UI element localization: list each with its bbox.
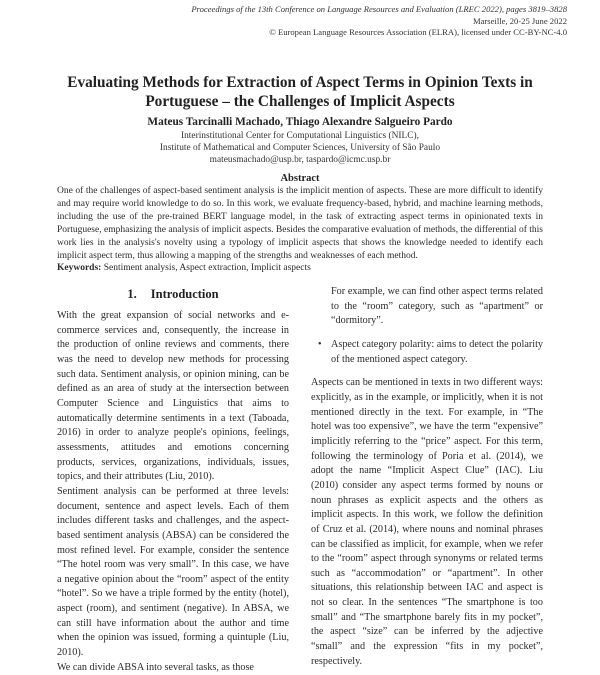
body-paragraph: We can divide ABSA into several tasks, as those — [57, 661, 254, 673]
section-title: Introduction — [150, 287, 219, 301]
section-number: 1. — [127, 287, 137, 301]
bullet-icon: • — [318, 338, 322, 350]
proceedings-line: Proceedings of the 13th Conference on Language Resources and Evaluation (LREC 2022), pages 3819–3828 — [191, 4, 567, 14]
body-paragraph: Aspects can be mentioned in texts in two different ways: explicitly, as in the example, or implicitly, when it is not mentioned directly in the text. For example, in “The hotel was too expensive”, we have the term “expensive” implicitly referring to the “price” aspect. For this term, following the terminology of Poria et al. (2014), we adopt the name “Implicit Aspect Clue” (IAC). Liu (2010) consider any aspect terms formed by nouns or noun phrases as explicit aspects and the others as implicit aspects. In this work, we follow the definition of Cruz et al. (2014), where nouns and nominal phrases can be classified as implicit, for example, when we refer to the “room” aspect through synonyms or related terms such as “accommodation” or “apartment”. In other situations, this relationship between IAC and aspect is not so clear. In the sentences “The smartphone is too small” and “The smartphone barely fits in my pocket”, the aspect “size” can be inferred by the adjective “small” and the expression “fits in my pocket”, respectively. — [311, 377, 543, 667]
body-paragraph: With the great expansion of social networks and e-commerce services and, consequently, the increase in the production of online reviews and comments, there was the need to develop new methods for processing such data. Sentiment analysis, or opinion mining, can be defined as an area of study at the intersection between Computer Science and Linguistics that aims to automatically determine sentiments in a text (Taboada, 2016) in order to analyze people's opinions, feelings, assessments, attitudes and emotions concerning products, services, organizations, individuals, issues, topics, and their attributes (Liu, 2010). — [57, 310, 289, 483]
affiliation-2: Institute of Mathematical and Computer Sciences, University of São Paulo — [159, 143, 441, 153]
authors: Mateus Tarcinalli Machado, Thiago Alexandre Salgueiro Pardo — [147, 116, 453, 128]
bullet-item — [311, 338, 543, 367]
title-line-1: Evaluating Methods for Extraction of Aspect Terms in Opinion Texts in — [67, 74, 533, 91]
location-date: Marseille, 20-25 June 2022 — [472, 15, 567, 26]
abstract-heading: Abstract — [280, 173, 320, 184]
bullet-text: Aspect category polarity: aims to detect the polarity of the mentioned aspect category. — [331, 338, 543, 365]
section-heading — [57, 287, 289, 302]
keywords-text: Sentiment analysis, Aspect extraction, Implicit aspects — [103, 263, 311, 273]
affiliations — [40, 130, 560, 166]
list-continuation: For example, we can find other aspect terms related to the “room” category, such as “apartment” or “dormitory”. — [331, 286, 543, 327]
right-column — [311, 285, 543, 669]
abstract-text: One of the challenges of aspect-based sentiment analysis is the implicit mention of aspects. These are more difficult to identify and may require world knowledge to do so. In this work, we evaluate frequency-based, hybrid, and machine learning methods, including the use of the pre-trained BERT language model, in the task of extracting aspect terms in opinionated texts in Portuguese, emphasizing the analysis of implicit aspects. Besides the comparative evaluation of methods, the differential of this work lies in the analysis's novelty using a typology of implicit aspects that shows the knowledge needed to identify each implicit aspect term, thus allowing a mapping of the strengths and weaknesses of each method. — [57, 186, 543, 261]
author-emails: mateusmachado@usp.br, taspardo@icmc.usp.br — [209, 155, 391, 165]
license-line: © European Language Resources Association (ELRA), licensed under CC-BY-NC-4.0 — [269, 27, 567, 37]
keywords-label: Keywords: — [57, 263, 102, 273]
body-paragraph: Sentiment analysis can be performed at three levels: document, sentence and aspect levels. Each of them includes different tasks and challenges, and the aspect-based sentiment analysis (ABSA) can be considered the most refined level. For example, consider the sentence “The hotel room was very small”. In this case, we have a negative opinion about the “room” aspect of the entity “hotel”. So we have a triple formed by the entity (hotel), aspect (room), and sentiment (negative). In ABSA, we can still have information about the author and time when the opinion was issued, forming a quintuple (Liu, 2010). — [57, 485, 289, 659]
proceedings-header — [191, 4, 567, 39]
left-column — [57, 309, 289, 675]
affiliation-1: Interinstitutional Center for Computational Linguistics (NILC), — [181, 131, 419, 141]
keywords — [57, 263, 311, 273]
title-line-2: Portuguese – the Challenges of Implicit Aspects — [145, 93, 455, 110]
paper-title — [40, 73, 560, 111]
